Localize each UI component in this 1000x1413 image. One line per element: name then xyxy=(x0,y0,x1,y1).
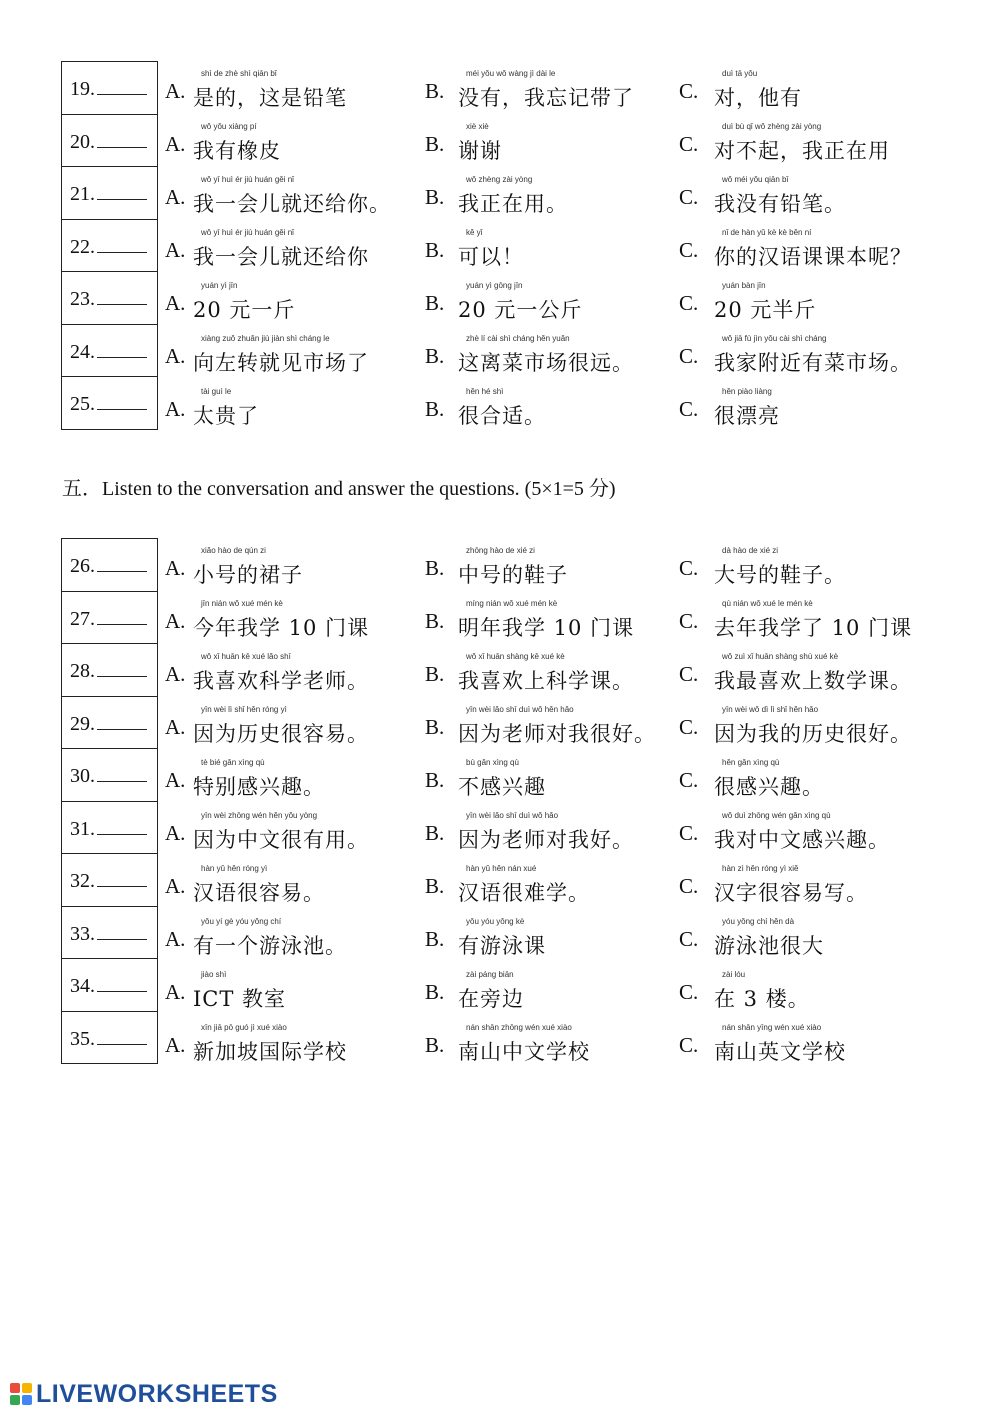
option-text xyxy=(458,548,568,589)
option-letter: A. xyxy=(165,238,186,262)
question-number: 24. xyxy=(70,339,147,364)
pinyin: dà hào de xié zi xyxy=(722,546,779,555)
option-row xyxy=(0,114,1000,167)
pinyin: yǒu yóu yǒng kè xyxy=(466,917,525,926)
option-text xyxy=(193,866,325,907)
hanzi: 汉语很容易。 xyxy=(193,881,325,905)
pinyin: zhōng hào de xié zi xyxy=(466,546,535,555)
option-letter: C. xyxy=(679,609,699,633)
hanzi: 没有，我忘记带了 xyxy=(458,86,634,110)
pinyin: kě yǐ xyxy=(466,228,483,237)
pinyin: yīn wèi wǒ dì lì shǐ hěn hǎo xyxy=(722,705,819,714)
question-number: 27. xyxy=(70,606,147,631)
question-number: 33. xyxy=(70,921,147,946)
option-letter: A. xyxy=(165,556,186,580)
option-text xyxy=(193,177,391,218)
hanzi: 汉字很容易写。 xyxy=(714,881,868,905)
option-letter: B. xyxy=(425,397,445,421)
hanzi: 20 元半斤 xyxy=(714,298,817,322)
option-letter: A. xyxy=(165,980,186,1004)
option-letter: C. xyxy=(679,927,699,951)
option-letter: B. xyxy=(425,980,445,1004)
option-text xyxy=(458,707,656,748)
option-text xyxy=(458,601,634,642)
option-text xyxy=(714,177,846,218)
question-number: 30. xyxy=(70,763,147,788)
option-text xyxy=(714,601,912,642)
question-number: 28. xyxy=(70,658,147,683)
option-text xyxy=(193,760,325,801)
pinyin: wǒ yī huì ér jiù huán gěi nǐ xyxy=(201,175,294,184)
option-text xyxy=(714,71,802,112)
question-number: 34. xyxy=(70,973,147,998)
pinyin: yǒu yí gè yóu yǒng chí xyxy=(201,917,282,926)
question-number: 20. xyxy=(70,129,147,154)
option-letter: A. xyxy=(165,397,186,421)
logo-square-blue xyxy=(22,1395,32,1405)
option-row xyxy=(0,962,1000,1015)
option-letter: A. xyxy=(165,927,186,951)
option-letter: A. xyxy=(165,132,186,156)
option-text xyxy=(458,230,524,271)
option-row xyxy=(0,697,1000,750)
hanzi: 在 3 楼。 xyxy=(714,987,810,1011)
option-letter: B. xyxy=(425,132,445,156)
pinyin: zài páng biān xyxy=(466,970,514,979)
option-row xyxy=(0,909,1000,962)
option-text xyxy=(714,1025,846,1066)
pinyin: hěn piào liàng xyxy=(722,387,772,396)
question-number: 35. xyxy=(70,1026,147,1051)
hanzi: 向左转就见市场了 xyxy=(193,351,369,375)
hanzi: 我喜欢上科学课。 xyxy=(458,669,634,693)
option-letter: C. xyxy=(679,1033,699,1057)
option-letter: A. xyxy=(165,821,186,845)
liveworksheets-logo[interactable] xyxy=(10,1380,278,1408)
hanzi: 因为中文很有用。 xyxy=(193,828,369,852)
hanzi: 很合适。 xyxy=(458,404,546,428)
pinyin: wǒ xǐ huān kē xué lǎo shī xyxy=(201,652,291,661)
option-row xyxy=(0,591,1000,644)
option-letter: A. xyxy=(165,609,186,633)
pinyin: zài lóu xyxy=(722,970,746,979)
option-letter: C. xyxy=(679,238,699,262)
hanzi: 特别感兴趣。 xyxy=(193,775,325,799)
pinyin: méi yǒu wǒ wàng jì dài le xyxy=(466,69,556,78)
hanzi: 因为老师对我好。 xyxy=(458,828,634,852)
option-row xyxy=(0,750,1000,803)
question-number: 32. xyxy=(70,868,147,893)
pinyin: jīn nián wǒ xué mén kè xyxy=(201,599,283,608)
option-text xyxy=(714,654,912,695)
hanzi: 在旁边 xyxy=(458,987,524,1011)
pinyin: míng nián wǒ xué mén kè xyxy=(466,599,558,608)
option-row xyxy=(0,61,1000,114)
option-text xyxy=(458,336,634,377)
question-number: 23. xyxy=(70,286,147,311)
hanzi: 不感兴趣 xyxy=(458,775,546,799)
hanzi: 20 元一斤 xyxy=(193,298,296,322)
option-letter: B. xyxy=(425,238,445,262)
option-text xyxy=(193,71,347,112)
option-text xyxy=(714,707,912,748)
option-row xyxy=(0,803,1000,856)
option-text xyxy=(458,1025,590,1066)
option-text xyxy=(458,283,582,324)
option-text xyxy=(458,760,546,801)
hanzi: 很漂亮 xyxy=(714,404,780,428)
option-text xyxy=(714,760,824,801)
hanzi: 去年我学了 10 门课 xyxy=(714,616,913,640)
option-text xyxy=(458,389,546,430)
option-row xyxy=(0,167,1000,220)
logo-square-red xyxy=(10,1383,20,1393)
option-letter: B. xyxy=(425,185,445,209)
pinyin: duì bù qǐ wǒ zhèng zài yòng xyxy=(722,122,822,131)
hanzi: 游泳池很大 xyxy=(714,934,824,958)
hanzi: 谢谢 xyxy=(458,139,502,163)
pinyin: nán shān yīng wén xué xiào xyxy=(722,1023,822,1032)
option-letter: A. xyxy=(165,874,186,898)
hanzi: 小号的裙子 xyxy=(193,563,303,587)
option-text xyxy=(458,71,634,112)
hanzi: 大号的鞋子。 xyxy=(714,563,846,587)
pinyin: xiǎo hào de qún zi xyxy=(201,546,266,555)
pinyin: qù nián wǒ xué le mén kè xyxy=(722,599,813,608)
hanzi: 20 元一公斤 xyxy=(458,298,583,322)
pinyin: jiào shì xyxy=(201,970,227,979)
hanzi: 有游泳课 xyxy=(458,934,546,958)
option-text xyxy=(714,972,810,1013)
question-number: 29. xyxy=(70,711,147,736)
hanzi: 我正在用。 xyxy=(458,192,568,216)
pinyin: nǐ de hàn yǔ kè kè běn ní xyxy=(722,228,812,237)
option-letter: C. xyxy=(679,874,699,898)
hanzi: 因为老师对我很好。 xyxy=(458,722,656,746)
option-letter: B. xyxy=(425,1033,445,1057)
pinyin: tài guì le xyxy=(201,387,232,396)
pinyin: wǒ yī huì ér jiù huán gěi nǐ xyxy=(201,228,294,237)
pinyin: bù gǎn xìng qù xyxy=(466,758,519,767)
option-text xyxy=(458,919,546,960)
option-letter: A. xyxy=(165,79,186,103)
option-text xyxy=(458,124,502,165)
section-title: 五．Listen to the conversation and answer the questions. (5×1=5 分) xyxy=(62,478,616,500)
option-text xyxy=(714,283,816,324)
option-letter: A. xyxy=(165,291,186,315)
option-letter: A. xyxy=(165,768,186,792)
option-text xyxy=(458,866,590,907)
option-text xyxy=(193,336,369,377)
hanzi: 我一会儿就还给你。 xyxy=(193,192,391,216)
option-letter: B. xyxy=(425,556,445,580)
option-text xyxy=(458,654,634,695)
hanzi: 今年我学 10 门课 xyxy=(193,616,370,640)
pinyin: wǒ duì zhōng wén gǎn xìng qù xyxy=(722,811,831,820)
option-text xyxy=(714,813,890,854)
question-number: 22. xyxy=(70,234,147,259)
hanzi: 很感兴趣。 xyxy=(714,775,824,799)
option-letter: C. xyxy=(679,79,699,103)
pinyin: yīn wèi zhōng wén hěn yǒu yòng xyxy=(201,811,318,820)
hanzi: 中号的鞋子 xyxy=(458,563,568,587)
option-text xyxy=(193,654,369,695)
option-letter: B. xyxy=(425,291,445,315)
pinyin: zhè lí cài shì cháng hěn yuǎn xyxy=(466,334,570,343)
option-letter: C. xyxy=(679,132,699,156)
question-number: 31. xyxy=(70,816,147,841)
option-text xyxy=(193,972,286,1013)
option-letter: B. xyxy=(425,79,445,103)
pinyin: wǒ zuì xǐ huān shàng shù xué kè xyxy=(722,652,839,661)
option-text xyxy=(193,919,347,960)
option-letter: B. xyxy=(425,662,445,686)
pinyin: yīn wèi lǎo shī duì wǒ hǎo xyxy=(466,811,559,820)
option-text xyxy=(193,707,369,748)
option-row xyxy=(0,1015,1000,1068)
option-letter: A. xyxy=(165,715,186,739)
option-text xyxy=(193,389,259,430)
hanzi: 我没有铅笔。 xyxy=(714,192,846,216)
hanzi: 我喜欢科学老师。 xyxy=(193,669,369,693)
pinyin: tè bié gǎn xìng qù xyxy=(201,758,265,767)
option-text xyxy=(193,548,303,589)
pinyin: wǒ zhèng zài yòng xyxy=(466,175,533,184)
hanzi: 我最喜欢上数学课。 xyxy=(714,669,912,693)
option-text xyxy=(714,124,890,165)
pinyin: hěn gǎn xìng qù xyxy=(722,758,780,767)
hanzi: 太贵了 xyxy=(193,404,259,428)
pinyin: hěn hé shì xyxy=(466,387,504,396)
hanzi: 我有橡皮 xyxy=(193,139,281,163)
option-letter: A. xyxy=(165,1033,186,1057)
logo-text: LIVEWORKSHEETS xyxy=(36,1379,278,1408)
pinyin: yīn wèi lǎo shī duì wǒ hěn hǎo xyxy=(466,705,574,714)
question-number: 21. xyxy=(70,181,147,206)
option-letter: C. xyxy=(679,662,699,686)
option-letter: C. xyxy=(679,821,699,845)
hanzi: 南山中文学校 xyxy=(458,1040,590,1064)
pinyin: wǒ yǒu xiàng pí xyxy=(201,122,257,131)
option-letter: B. xyxy=(425,609,445,633)
option-letter: C. xyxy=(679,291,699,315)
option-text xyxy=(458,177,568,218)
pinyin: wǒ méi yǒu qiān bǐ xyxy=(722,175,789,184)
hanzi: 对，他有 xyxy=(714,86,802,110)
option-text xyxy=(193,813,369,854)
hanzi: 对不起，我正在用 xyxy=(714,139,890,163)
hanzi: ICT 教室 xyxy=(193,987,287,1011)
option-letter: A. xyxy=(165,185,186,209)
option-letter: C. xyxy=(679,768,699,792)
option-text xyxy=(714,548,846,589)
option-text xyxy=(458,972,524,1013)
option-text xyxy=(714,919,824,960)
hanzi: 你的汉语课课本呢？ xyxy=(714,245,912,269)
option-row xyxy=(0,644,1000,697)
logo-mark-icon xyxy=(10,1383,32,1405)
option-row xyxy=(0,538,1000,591)
pinyin: shì de zhè shì qiān bǐ xyxy=(201,69,277,78)
pinyin: xiàng zuǒ zhuǎn jiù jiàn shì cháng le xyxy=(201,334,330,343)
pinyin: hàn zì hěn róng yì xiě xyxy=(722,864,799,873)
option-row xyxy=(0,220,1000,273)
option-letter: C. xyxy=(679,980,699,1004)
pinyin: wǒ jiā fù jìn yǒu cài shì cháng xyxy=(722,334,827,343)
option-row xyxy=(0,326,1000,379)
pinyin: hàn yǔ hěn róng yì xyxy=(201,864,268,873)
pinyin: xiè xiè xyxy=(466,122,489,131)
pinyin: wǒ xǐ huān shàng kē xué kè xyxy=(466,652,565,661)
pinyin: hàn yǔ hěn nán xué xyxy=(466,864,537,873)
option-text xyxy=(193,124,281,165)
option-text xyxy=(193,230,369,271)
option-text xyxy=(714,866,868,907)
question-number: 19. xyxy=(70,76,147,101)
option-text xyxy=(193,283,295,324)
option-text xyxy=(193,1025,347,1066)
option-row xyxy=(0,379,1000,432)
hanzi: 明年我学 10 门课 xyxy=(458,616,635,640)
option-letter: B. xyxy=(425,344,445,368)
pinyin: yóu yǒng chí hěn dà xyxy=(722,917,795,926)
option-letter: C. xyxy=(679,185,699,209)
hanzi: 我家附近有菜市场。 xyxy=(714,351,912,375)
pinyin: yuán yì jīn xyxy=(201,281,238,290)
hanzi: 汉语很难学。 xyxy=(458,881,590,905)
hanzi: 我一会儿就还给你 xyxy=(193,245,369,269)
option-letter: A. xyxy=(165,344,186,368)
option-letter: B. xyxy=(425,927,445,951)
hanzi: 我对中文感兴趣。 xyxy=(714,828,890,852)
option-letter: C. xyxy=(679,556,699,580)
hanzi: 可以！ xyxy=(458,245,524,269)
option-letter: B. xyxy=(425,715,445,739)
logo-square-green xyxy=(10,1395,20,1405)
question-number: 25. xyxy=(70,391,147,416)
option-text xyxy=(714,336,912,377)
option-letter: A. xyxy=(165,662,186,686)
hanzi: 有一个游泳池。 xyxy=(193,934,347,958)
option-letter: C. xyxy=(679,397,699,421)
option-row xyxy=(0,856,1000,909)
question-number: 26. xyxy=(70,553,147,578)
pinyin: yīn wèi lì shǐ hěn róng yì xyxy=(201,705,287,714)
option-row xyxy=(0,273,1000,326)
option-text xyxy=(458,813,634,854)
hanzi: 是的，这是铅笔 xyxy=(193,86,347,110)
logo-square-yellow xyxy=(22,1383,32,1393)
pinyin: xīn jiā pō guó jì xué xiào xyxy=(201,1023,287,1032)
hanzi: 这离菜市场很远。 xyxy=(458,351,634,375)
option-text xyxy=(193,601,369,642)
option-text xyxy=(714,230,912,271)
pinyin: duì tā yǒu xyxy=(722,69,758,78)
pinyin: nán shān zhōng wén xué xiào xyxy=(466,1023,572,1032)
option-letter: C. xyxy=(679,344,699,368)
option-letter: B. xyxy=(425,821,445,845)
option-letter: B. xyxy=(425,874,445,898)
pinyin: yuán bàn jīn xyxy=(722,281,766,290)
option-text xyxy=(714,389,780,430)
hanzi: 因为我的历史很好。 xyxy=(714,722,912,746)
hanzi: 南山英文学校 xyxy=(714,1040,846,1064)
hanzi: 新加坡国际学校 xyxy=(193,1040,347,1064)
option-letter: B. xyxy=(425,768,445,792)
option-letter: C. xyxy=(679,715,699,739)
pinyin: yuán yì gōng jīn xyxy=(466,281,523,290)
hanzi: 因为历史很容易。 xyxy=(193,722,369,746)
